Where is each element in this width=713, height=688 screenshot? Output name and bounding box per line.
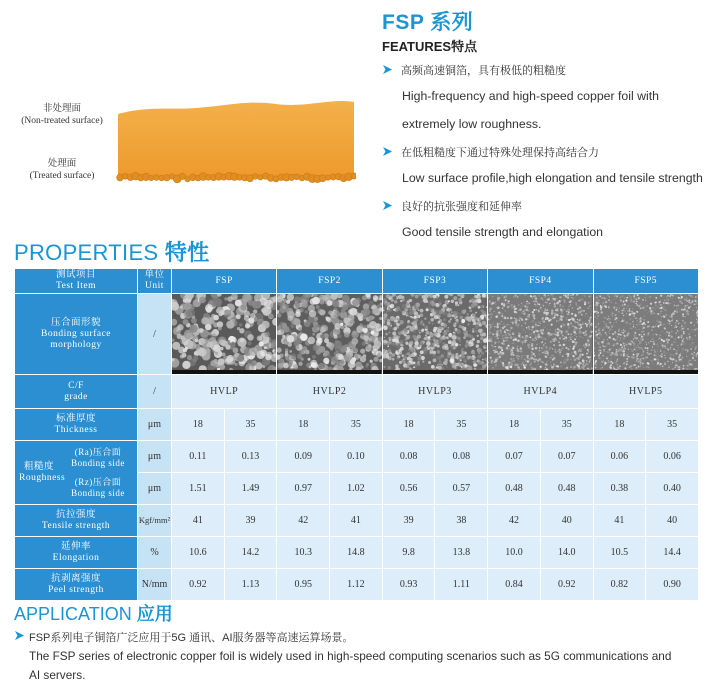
table-cell-value: 10.0 — [488, 537, 541, 569]
arrow-bullet-icon — [382, 146, 393, 157]
product-header-fsp4: FSP4 — [488, 269, 593, 294]
thickness-unit: μm — [138, 409, 172, 441]
sem-image-fsp4 — [488, 294, 593, 375]
properties-table — [14, 268, 699, 601]
table-header-row — [15, 269, 699, 294]
table-row-elongation — [15, 537, 699, 569]
table-cell-value: 0.95 — [277, 569, 330, 601]
table-cell-value: 0.82 — [593, 569, 646, 601]
test-item-header: 测试项目 Test Item — [15, 269, 138, 294]
features-title: FEATURES特点 — [382, 39, 478, 54]
table-cell-value: 1.12 — [330, 569, 383, 601]
table-cell-value: 0.11 — [172, 441, 225, 473]
ra-sublabel: (Ra)压合面 Bonding side — [71, 446, 125, 468]
table-cell-value: 1.13 — [224, 569, 277, 601]
table-row-tensile — [15, 505, 699, 537]
peel-label: 抗剥离强度 Peel strength — [15, 569, 138, 601]
feature-1-zh: 高频高速铜箔，具有极低的粗糙度 — [401, 65, 566, 77]
table-cell-value: 41 — [172, 505, 225, 537]
peel-unit: N/mm — [138, 569, 172, 601]
roughness-ra-unit: μm — [138, 441, 172, 473]
table-cell-value: 35 — [540, 409, 593, 441]
table-cell-value: 0.06 — [593, 441, 646, 473]
table-cell-value: 18 — [277, 409, 330, 441]
table-cell-value: 0.07 — [488, 441, 541, 473]
feature-3-en: Good tensile strength and elongation — [402, 225, 603, 239]
table-cell-value: 40 — [646, 505, 699, 537]
table-cell-value: 18 — [172, 409, 225, 441]
grade-label: C/F grade — [15, 375, 138, 409]
elongation-unit: % — [138, 537, 172, 569]
table-cell-value: 35 — [646, 409, 699, 441]
application-text-en-line1: The FSP series of electronic copper foil is widely used in high-speed computing scenarios such as 5G communications and — [29, 649, 672, 663]
non-treated-label-zh: 非处理面 — [42, 104, 81, 114]
thickness-label: 标准厚度 Thickness — [15, 409, 138, 441]
feature-1-en-line2: extremely low roughness. — [402, 117, 542, 131]
arrow-bullet-icon — [14, 630, 25, 641]
properties-title-en: PROPERTIES — [14, 240, 159, 265]
grade-value: HVLP4 — [488, 375, 593, 409]
table-cell-value: 40 — [540, 505, 593, 537]
table-cell-value: 0.08 — [382, 441, 435, 473]
product-header-fsp3: FSP3 — [382, 269, 487, 294]
feature-2-zh: 在低粗糙度下通过特殊处理保持高结合力 — [401, 147, 599, 159]
table-cell-value: 1.51 — [172, 473, 225, 505]
table-cell-value: 35 — [435, 409, 488, 441]
table-cell-value: 41 — [593, 505, 646, 537]
sem-image-fsp2 — [277, 294, 382, 375]
application-text-zh: FSP系列电子铜箔广泛应用于5G 通讯、AI服务器等高速运算场景。 — [29, 632, 354, 644]
table-cell-value: 0.57 — [435, 473, 488, 505]
non-treated-surface-label — [6, 103, 118, 127]
application-title-zh: 应用 — [136, 604, 173, 624]
table-cell-value: 42 — [488, 505, 541, 537]
table-cell-value: 0.06 — [646, 441, 699, 473]
grade-value: HVLP5 — [593, 375, 698, 409]
table-cell-value: 0.08 — [435, 441, 488, 473]
roughness-label: 粗糙度 Roughness (Ra)压合面 Bonding side (Rz)压合面 Bonding side — [15, 441, 138, 505]
roughness-rz-unit: μm — [138, 473, 172, 505]
sem-image-fsp — [172, 294, 277, 375]
table-cell-value: 18 — [593, 409, 646, 441]
tensile-unit: Kgf/mm² — [138, 505, 172, 537]
table-cell-value: 10.5 — [593, 537, 646, 569]
table-cell-value: 14.2 — [224, 537, 277, 569]
properties-title-zh: 特性 — [164, 240, 210, 265]
grade-value: HVLP3 — [382, 375, 487, 409]
table-cell-value: 0.40 — [646, 473, 699, 505]
morphology-label: 压合面形貌 Bonding surface morphology — [15, 294, 138, 375]
treated-surface-label — [6, 158, 118, 182]
table-cell-value: 38 — [435, 505, 488, 537]
table-cell-value: 42 — [277, 505, 330, 537]
table-row-roughness-ra — [15, 441, 699, 473]
table-cell-value: 1.11 — [435, 569, 488, 601]
application-text-en-line2: AI servers. — [29, 668, 86, 682]
sem-image-fsp5 — [593, 294, 698, 375]
application-title-en: APPLICATION — [14, 604, 132, 624]
table-cell-value: 0.84 — [488, 569, 541, 601]
table-cell-value: 39 — [224, 505, 277, 537]
arrow-bullet-icon — [382, 64, 393, 75]
table-cell-value: 35 — [224, 409, 277, 441]
copper-foil-cross-section-illustration — [116, 96, 356, 188]
grade-value: HVLP — [172, 375, 277, 409]
table-cell-value: 0.56 — [382, 473, 435, 505]
table-cell-value: 1.02 — [330, 473, 383, 505]
table-cell-value: 41 — [330, 505, 383, 537]
table-cell-value: 10.3 — [277, 537, 330, 569]
feature-3-zh: 良好的抗张强度和延伸率 — [401, 201, 522, 213]
non-treated-label-en: (Non-treated surface) — [21, 116, 103, 126]
table-cell-value: 1.49 — [224, 473, 277, 505]
table-cell-value: 0.48 — [488, 473, 541, 505]
grade-unit: / — [138, 375, 172, 409]
product-header-fsp5: FSP5 — [593, 269, 698, 294]
table-cell-value: 0.92 — [540, 569, 593, 601]
table-row-thickness — [15, 409, 699, 441]
table-cell-value: 39 — [382, 505, 435, 537]
table-cell-value: 10.6 — [172, 537, 225, 569]
table-cell-value: 0.13 — [224, 441, 277, 473]
arrow-bullet-icon — [382, 200, 393, 211]
table-row-morphology — [15, 294, 699, 375]
table-cell-value: 0.92 — [172, 569, 225, 601]
table-cell-value: 13.8 — [435, 537, 488, 569]
feature-2-en: Low surface profile,high elongation and tensile strength — [402, 171, 703, 185]
table-cell-value: 0.97 — [277, 473, 330, 505]
product-header-fsp: FSP — [172, 269, 277, 294]
table-cell-value: 35 — [330, 409, 383, 441]
table-cell-value: 0.09 — [277, 441, 330, 473]
elongation-label: 延伸率 Elongation — [15, 537, 138, 569]
series-title: FSP 系列 — [382, 11, 474, 34]
table-cell-value: 18 — [382, 409, 435, 441]
application-title — [14, 600, 173, 626]
table-row-peel — [15, 569, 699, 601]
table-cell-value: 0.93 — [382, 569, 435, 601]
grade-value: HVLP2 — [277, 375, 382, 409]
treated-label-zh: 处理面 — [47, 159, 77, 169]
treated-label-en: (Treated surface) — [29, 171, 95, 181]
properties-title — [14, 236, 209, 267]
unit-header: 单位 Unit — [138, 269, 172, 294]
table-row-grade — [15, 375, 699, 409]
product-header-fsp2: FSP2 — [277, 269, 382, 294]
table-cell-value: 18 — [488, 409, 541, 441]
table-cell-value: 0.48 — [540, 473, 593, 505]
table-cell-value: 9.8 — [382, 537, 435, 569]
table-cell-value: 0.38 — [593, 473, 646, 505]
rz-sublabel: (Rz)压合面 Bonding side — [71, 476, 125, 498]
table-cell-value: 14.8 — [330, 537, 383, 569]
tensile-label: 抗拉强度 Tensile strength — [15, 505, 138, 537]
morphology-unit: / — [138, 294, 172, 375]
table-cell-value: 0.07 — [540, 441, 593, 473]
table-cell-value: 0.10 — [330, 441, 383, 473]
sem-image-fsp3 — [382, 294, 487, 375]
table-cell-value: 14.0 — [540, 537, 593, 569]
table-cell-value: 14.4 — [646, 537, 699, 569]
feature-1-en-line1: High-frequency and high-speed copper foil with — [402, 89, 660, 103]
table-cell-value: 0.90 — [646, 569, 699, 601]
